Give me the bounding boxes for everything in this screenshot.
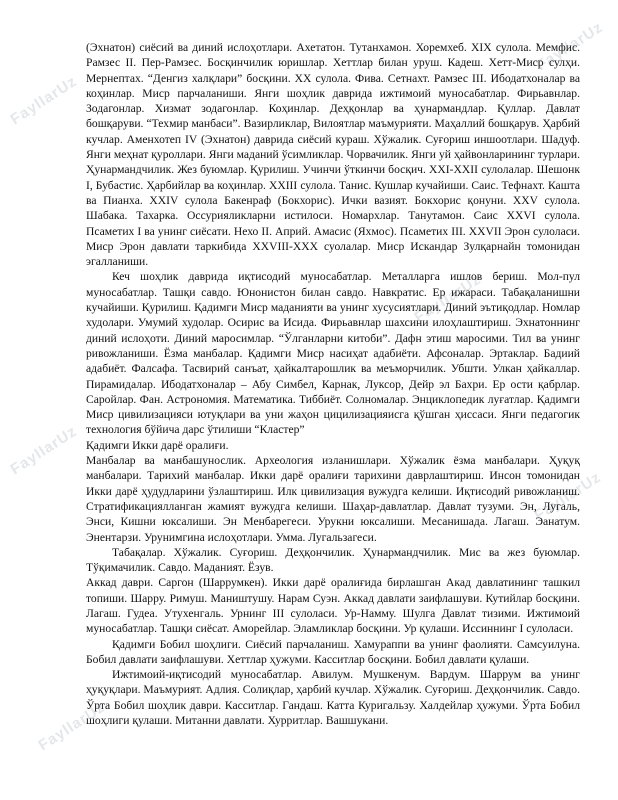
paragraph-late-kingdom-culture: Кеч шоҳлик даврида иқтисодий муносабатлар. Металларга ишлов бериш. Мол-пул муносабатлар. Ташқи савдо. Юнонистон билан савдо. Навкратис. Ер ижараси. Табақаланишни кучайиши. Қурилиш. Қадимги Миср маданияти ва унинг хусусиятлари. Диний эътиқодлар. Номлар худолари. Умумий худолар. Осирис ва Исида. Фирьавнлар шахсини илоҳлаштириш. Эхнатоннинг диний ислоҳоти. Диний маросимлар. “Ўлганларни китоби”. Дафн этиш маросими. Тил ва унинг ривожланиши. Ёзма манбалар. Қадимги Миср насиҳат адабиёти. Афсоналар. Эртаклар. Бадиий адабиёт. Фалсафа. Тасвирий санъат, ҳайкалтарошлик ва меъморчилик. Убшти. Улкан ҳайкаллар. Пирамидалар. Ибодатхоналар – Абу Симбел, Карнак, Луксор, Дейр эл Бахри. Ер ости қабрлар. Саройлар. Фан. Астрономия. Математика. Тиббиёт. Солномалар. Энциклопедик луғатлар. Қадимги Миср цивилизацияси ютуқлари ва уни жаҳон цицилизацияисга қўшган ҳиссаси. Янги педагогик технология бўйича дарс ўтилиши “Кластер”	[86, 270, 580, 437]
paragraph-akkad: Аккад даври. Саргон (Шаррумкен). Икки дарё оралиғида бирлашган Акад давлатининг ташкил топиши. Шарру. Римуш. Маништушу. Нарам Суэн. Аккад давлати заифлашуви. Кутийлар босқини. Лагаш. Гудеа. Утухенгаль. Урнинг III сулоласи. Ур-Намму. Шулга Давлат тизими. Ижтимоий муносабатлар. Ташқи сиёсат. Аморейлар. Эламликлар босқини. Ур қулаши. Иссиннинг I сулоласи.	[86, 576, 580, 636]
watermark: FayllarUz	[533, 18, 607, 75]
watermark: FayllarUz	[531, 468, 605, 525]
paragraph-sources: Манбалар ва манбашунослик. Археология изланишлари. Хўжалик ёзма манбалари. Ҳуқуқ манбалари. Тарихий манбалар. Икки дарё оралиғи тарихини даврлаштириш. Инсон томонидан Икки дарё ҳудудларини ўзлаштириш. Илк цивилизация вужудга келиши. Иқтисодий ривожланиш. Стратификациялланган жамият вужудга келиши. Шаҳар-давлатлар. Давлат тузуми. Эн, Лугаль, Энси, Кишни юксалиши. Эн Менбарегеси. Урукни юксалиши. Месанишада. Лагаш. Эанатум. Энентарзи. Урунимгина ислоҳотлари. Умма. Лугальзагеси.	[86, 454, 580, 544]
paragraph-economy: Табақалар. Хўжалик. Суғориш. Деҳқончилик. Ҳунармандчилик. Мис ва жез буюмлар. Тўқимачилик. Савдо. Маданият. Ёзув.	[86, 545, 580, 575]
watermark: FayllarUz	[35, 698, 109, 755]
paragraph-egypt-new-kingdom: (Эхнатон) сиёсий ва диний ислоҳотлари. Ахетатон. Тутанхамон. Хоремхеб. XIX сулола. Мемфис. Рамзес II. Пер-Рамзес. Босқинчилик юришлар. Хеттлар билан уруш. Кадеш. Хетт-Миср сулҳи. Мернептах. “Денгиз халқлари” босқини. XX сулола. Фива. Сетнахт. Рамзес III. Ибодатхоналар ва коҳинлар. Миср парчаланиши. Янги шоҳлик даврида ижтимоий муносабатлар. Фирьавнлар. Зодагонлар. Хизмат зодагонлар. Коҳинлар. Деҳқонлар ва ҳунармандлар. Қуллар. Давлат бошқаруви. “Техмир манбаси”. Вазирликлар, Вилоятлар маъмурияти. Маҳаллий бошқарув. Ҳарбий кучлар. Аменхотеп IV (Эхнатон) даврида сиёсий кураш. Хўжалик. Суғориш иншоотлари. Шадуф. Янги меҳнат қуроллари. Янги маданий ўсимликлар. Чорвачилик. Янги уй ҳайвонларининг турлари. Ҳунармандчилик. Жез буюмлар. Қурилиш. Учинчи ўткинчи босқич. XXI-XXII сулолалар. Шешонк I, Бубастис. Ҳарбийлар ва коҳинлар. XXIII сулола. Танис. Кушлар кучайиши. Саис. Тефнахт. Кашта ва Пианха. XXIV сулола Бакенраф (Бокхорис). Ички вазият. Бокхорис қонуни. XXV сулола. Шабака. Тахарка. Оссурияликларни истилоси. Номархлар. Танутамон. Саис XXVI сулола. Псаметих I ва унинг сиёсати. Нехо II. Априй. Амасис (Яхмос). Псаметих III. XXVII Эрон сулоласи. Миср Эрон давлати таркибида XXVIII-XXX суолалар. Миср Искандар Зулқарнайн томонидан эгалланиши.	[86, 41, 580, 269]
watermark: FayllarUz	[411, 270, 485, 327]
watermark: FayllarUz	[7, 72, 81, 129]
paragraph-social-economic: Ижтимоий-иқтисодий муносабатлар. Авилум. Мушкенум. Вардум. Шаррум ва унинг ҳуқуқлари. Маъмурият. Адлия. Солиқлар, ҳарбий кучлар. Хўжалик. Суғориш. Деҳқончилик. Савдо. Ўрта Бобил шоҳлик даври. Касситлар. Гандаш. Катта Куригальзу. Халдейлар ҳужуми. Ўрта Бобил шоҳлиги қулаши. Митанни давлати. Хурритлар. Вашшукани.	[86, 668, 580, 728]
document-page	[86, 40, 580, 728]
section-heading-mesopotamia: Қадимги Икки дарё оралиғи.	[86, 438, 229, 452]
watermark: FayllarUz	[7, 422, 81, 479]
paragraph-babylon: Қадимги Бобил шоҳлиги. Сиёсий парчаланиш. Хамураппи ва унинг фаолияти. Самсуилуна. Бобил давлати заифлашуви. Хеттлар ҳужуми. Касситлар босқини. Бобил давлати қулаши.	[86, 637, 580, 666]
